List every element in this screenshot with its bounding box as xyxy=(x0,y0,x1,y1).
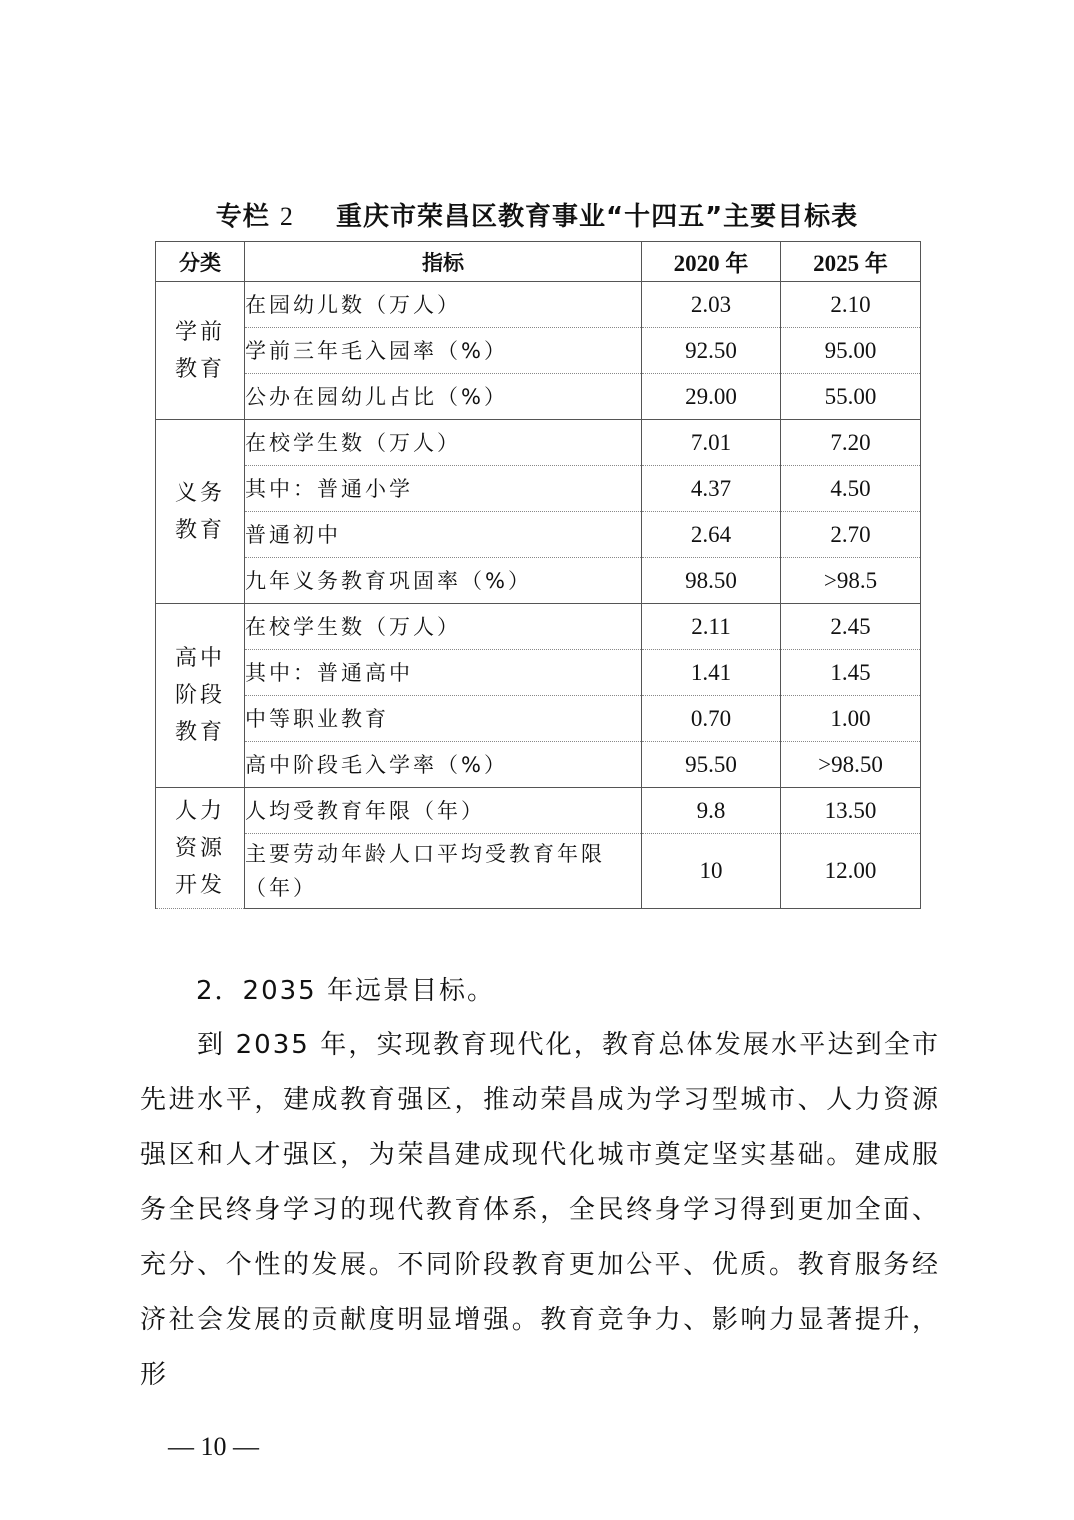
value-2020-cell: 2.03 xyxy=(642,282,781,328)
indicator-cell: 主要劳动年龄人口平均受教育年限（年） xyxy=(245,834,642,909)
table-row xyxy=(156,788,921,834)
value-2020-cell: 92.50 xyxy=(642,328,781,374)
indicator-cell: 学前三年毛入园率（%） xyxy=(245,328,642,374)
indicator-cell: 高中阶段毛入学率（%） xyxy=(245,742,642,788)
value-2020-cell: 2.64 xyxy=(642,512,781,558)
education-targets-table xyxy=(155,241,921,909)
section-paragraph: 到 2035 年，实现教育现代化，教育总体发展水平达到全市先进水平，建成教育强区，推动荣昌成为学习型城市、人力资源强区和人才强区，为荣昌建成现代化城市奠定坚实基础。建成服务全民终身学习的现代教育体系，全民终身学习得到更加全面、充分、个性的发展。不同阶段教育更加公平、优质。教育服务经济社会发展的贡献度明显增强。教育竞争力、影响力显著提升，形 xyxy=(140,1030,940,1390)
category-cell: 义务 教育 xyxy=(156,420,245,604)
value-2025-cell: 2.45 xyxy=(781,604,921,650)
table-row xyxy=(156,374,921,420)
table-caption xyxy=(0,196,1074,233)
page-number: — 10 — xyxy=(168,1432,259,1461)
table-header-row xyxy=(156,242,921,282)
value-2025-cell: 2.70 xyxy=(781,512,921,558)
indicator-cell: 中等职业教育 xyxy=(245,696,642,742)
value-2025-cell: 4.50 xyxy=(781,466,921,512)
value-2020-cell: 29.00 xyxy=(642,374,781,420)
value-2020-cell: 9.8 xyxy=(642,788,781,834)
table-row xyxy=(156,650,921,696)
table-row xyxy=(156,696,921,742)
header-indicator: 指标 xyxy=(245,242,642,282)
table-body xyxy=(156,282,921,909)
caption-label: 专栏 xyxy=(215,202,270,232)
value-2025-cell: 13.50 xyxy=(781,788,921,834)
value-2020-cell: 7.01 xyxy=(642,420,781,466)
table-row xyxy=(156,420,921,466)
value-2025-cell: 95.00 xyxy=(781,328,921,374)
table-row xyxy=(156,604,921,650)
value-2025-cell: 2.10 xyxy=(781,282,921,328)
category-cell: 高中 阶段 教育 xyxy=(156,604,245,788)
section-heading: 2．2035 年远景目标。 xyxy=(196,976,495,1006)
indicator-cell: 其中：普通小学 xyxy=(245,466,642,512)
value-2020-cell: 4.37 xyxy=(642,466,781,512)
indicator-cell: 在校学生数（万人） xyxy=(245,420,642,466)
caption-number: 2 xyxy=(279,202,294,231)
value-2020-cell: 2.11 xyxy=(642,604,781,650)
table-row xyxy=(156,466,921,512)
table-row xyxy=(156,834,921,909)
value-2025-cell: 1.45 xyxy=(781,650,921,696)
value-2025-cell: 12.00 xyxy=(781,834,921,909)
header-2020: 2020 年 xyxy=(642,242,781,282)
category-cell: 人力 资源 开发 xyxy=(156,788,245,909)
value-2020-cell: 98.50 xyxy=(642,558,781,604)
value-2025-cell: 1.00 xyxy=(781,696,921,742)
value-2025-cell: >98.5 xyxy=(781,558,921,604)
table-row xyxy=(156,282,921,328)
indicator-cell: 在园幼儿数（万人） xyxy=(245,282,642,328)
value-2025-cell: 7.20 xyxy=(781,420,921,466)
value-2020-cell: 1.41 xyxy=(642,650,781,696)
value-2020-cell: 95.50 xyxy=(642,742,781,788)
value-2025-cell: 55.00 xyxy=(781,374,921,420)
indicator-cell: 其中：普通高中 xyxy=(245,650,642,696)
value-2020-cell: 10 xyxy=(642,834,781,909)
value-2025-cell: >98.50 xyxy=(781,742,921,788)
indicator-cell: 在校学生数（万人） xyxy=(245,604,642,650)
indicator-cell: 公办在园幼儿占比（%） xyxy=(245,374,642,420)
indicator-cell: 普通初中 xyxy=(245,512,642,558)
indicator-cell: 人均受教育年限（年） xyxy=(245,788,642,834)
table-row xyxy=(156,328,921,374)
header-category: 分类 xyxy=(156,242,245,282)
header-2025: 2025 年 xyxy=(781,242,921,282)
category-cell: 学前 教育 xyxy=(156,282,245,420)
table-row xyxy=(156,512,921,558)
caption-title: 重庆市荣昌区教育事业“十四五”主要目标表 xyxy=(336,202,859,232)
value-2020-cell: 0.70 xyxy=(642,696,781,742)
table-row xyxy=(156,742,921,788)
indicator-cell: 九年义务教育巩固率（%） xyxy=(245,558,642,604)
table-row xyxy=(156,558,921,604)
